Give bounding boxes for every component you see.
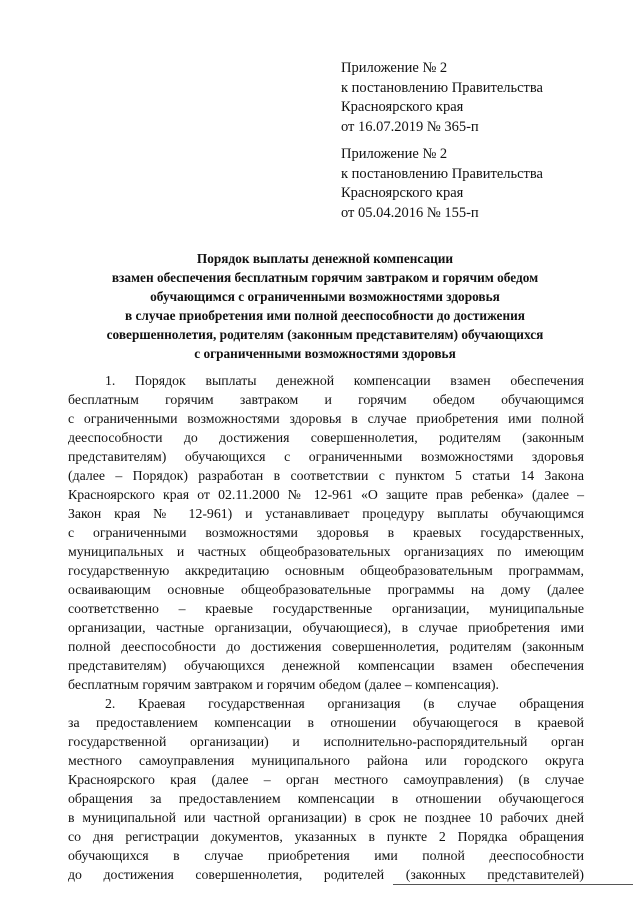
body-line: 2. Краевая государственная организация (в случае обращения bbox=[105, 696, 584, 711]
body-line: Закон края № 12-961) и устанавливает процедуру выплаты обучающимся bbox=[68, 506, 584, 521]
body-line: со дня регистрации документов, указанных в пункте 2 Порядка обращения bbox=[68, 829, 584, 844]
body-line: до достижения совершеннолетия, родителей (законных представителей) bbox=[68, 867, 584, 882]
title-line: с ограниченными возможностями здоровья bbox=[194, 346, 456, 361]
body-line: бесплатным горячим завтраком и горячим обедом обучающимся bbox=[68, 392, 584, 407]
body-line: государственной организации) и исполнительно-распорядительный орган bbox=[68, 734, 584, 749]
appendix-line: от 05.04.2016 № 155-п bbox=[341, 204, 479, 221]
body-line: за предоставлением компенсации в отношении обучающегося в краевой bbox=[68, 715, 584, 730]
footer-divider bbox=[393, 884, 633, 885]
paragraph-2 bbox=[68, 694, 584, 884]
appendix-line: Красноярского края bbox=[341, 99, 464, 115]
title-line: Порядок выплаты денежной компенсации bbox=[196, 251, 454, 266]
body-line: государственную аккредитацию основным общеобразовательным программам, bbox=[68, 563, 584, 578]
appendix-block-2019 bbox=[341, 59, 543, 137]
body-line: организации, частные организации, обучающиеся), в случае приобретения ими bbox=[68, 620, 584, 635]
body-line: обучающихся в случае приобретения ими полной дееспособности bbox=[68, 848, 584, 863]
title-line: совершеннолетия, родителям (законным представителям) обучающихся bbox=[106, 327, 544, 342]
appendix-line: от 16.07.2019 № 365-п bbox=[341, 118, 479, 135]
appendix-line: Приложение № 2 bbox=[341, 146, 448, 162]
title-line: обучающимся с ограниченными возможностями здоровья bbox=[150, 289, 500, 304]
body-line: полной дееспособности до достижения совершеннолетия, родителям (законным bbox=[68, 639, 584, 654]
paragraph-1 bbox=[68, 371, 584, 694]
body-line: Красноярского края от 02.11.2000 № 12-961 «О защите прав ребенка» (далее – bbox=[68, 487, 584, 502]
appendix-line: Красноярского края bbox=[341, 185, 464, 201]
body-line: с ограниченными возможностями здоровья в краевых государственных, bbox=[68, 525, 584, 540]
appendix-block-2016 bbox=[341, 145, 543, 223]
body-line: соответственно – краевые государственные организации, муниципальные bbox=[68, 601, 584, 616]
appendix-line: к постановлению Правительства bbox=[341, 79, 543, 96]
body-line: (далее – Порядок) разработан в соответствии с пунктом 5 статьи 14 Закона bbox=[68, 468, 584, 483]
document-title bbox=[60, 249, 590, 363]
body-line: в муниципальной или частной организации) в срок не позднее 10 рабочих дней bbox=[68, 810, 584, 825]
body-line: дееспособности до достижения совершеннолетия, родителям (законным bbox=[68, 430, 584, 445]
body-line: бесплатным горячим завтраком и горячим обедом (далее – компенсация). bbox=[68, 677, 499, 692]
document-body bbox=[68, 371, 584, 884]
title-line: взамен обеспечения бесплатным горячим завтраком и горячим обедом bbox=[111, 270, 539, 285]
appendix-line: к постановлению Правительства bbox=[341, 165, 543, 182]
body-line: представителям) обучающихся денежной компенсации взамен обеспечения bbox=[68, 658, 584, 673]
appendix-line: Приложение № 2 bbox=[341, 60, 448, 76]
body-line: представителям) обучающихся с ограниченными возможностями здоровья bbox=[68, 449, 584, 464]
body-line: с ограниченными возможностями здоровья в случае приобретения ими полной bbox=[68, 411, 584, 426]
body-line: осваивающим основные общеобразовательные программы на дому (далее bbox=[68, 582, 584, 597]
body-line: Красноярского края (далее – орган местного самоуправления) (в случае bbox=[68, 772, 584, 787]
body-line: обращения за предоставлением компенсации в отношении обучающегося bbox=[68, 791, 584, 806]
body-line: 1. Порядок выплаты денежной компенсации взамен обеспечения bbox=[105, 373, 584, 388]
title-line: в случае приобретения ими полной дееспособности до достижения bbox=[125, 308, 525, 323]
body-line: местного самоуправления муниципального района или городского округа bbox=[68, 753, 584, 768]
body-line: муниципальных и частных общеобразовательных организациях по имеющим bbox=[68, 544, 584, 559]
